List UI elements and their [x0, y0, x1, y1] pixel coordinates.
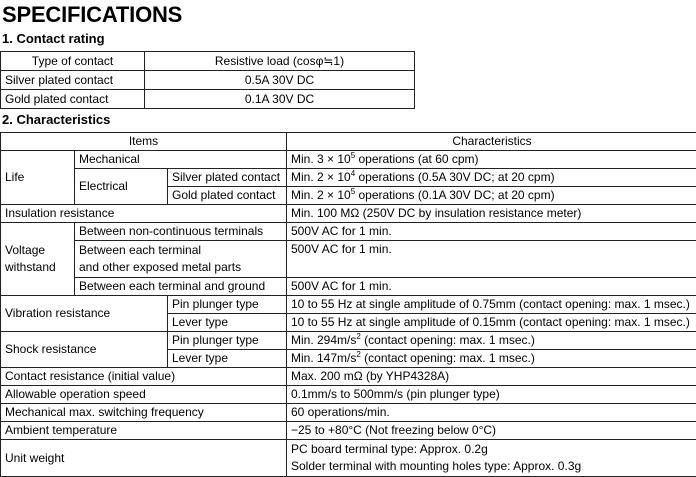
table-row	[1, 241, 696, 278]
value-vibration-lever: 10 to 55 Hz at single amplitude of 0.15mm (contact opening: max. 1 msec.)	[287, 314, 696, 332]
table-row	[1, 169, 696, 187]
table-header-row	[1, 52, 415, 71]
section-heading-characteristics: 2. Characteristics	[2, 112, 110, 127]
label-gold-plated-contact: Gold plated contact	[168, 187, 287, 205]
cell-contact-type: Gold plated contact	[1, 90, 145, 109]
label-terminal-ground: Between each terminal and ground	[75, 278, 287, 296]
value-insulation-resistance: Min. 100 MΩ (250V DC by insulation resistance meter)	[287, 205, 696, 223]
table-row	[1, 386, 696, 404]
table-header-row	[1, 133, 696, 151]
label-mechanical: Mechanical	[75, 151, 287, 169]
label-vibration-lever: Lever type	[168, 314, 287, 332]
label-vibration-resistance: Vibration resistance	[1, 296, 168, 332]
table-row	[1, 223, 696, 241]
label-switching-frequency: Mechanical max. switching frequency	[1, 404, 287, 422]
label-ambient-temperature: Ambient temperature	[1, 422, 287, 440]
label-insulation-resistance: Insulation resistance	[1, 205, 287, 223]
header-items: Items	[1, 133, 287, 151]
label-terminal-metal-parts: Between each terminal and other exposed metal parts	[75, 241, 287, 278]
label-life: Life	[1, 151, 75, 205]
label-electrical: Electrical	[75, 169, 168, 205]
label-voltage-withstand: Voltage withstand	[1, 223, 75, 296]
value-gold-electrical-life: Min. $2 \times 10^5$ operations (0.1A 30V DC; at 20 cpm)	[287, 187, 696, 205]
cell-rating: 0.5A 30V DC	[145, 71, 415, 90]
table-row	[1, 404, 696, 422]
value-mechanical-life: Min. $3 \times 10^5$ operations (at 60 cpm)	[287, 151, 696, 169]
value-shock-pin-plunger: Min. $294m/s^2$ (contact opening: max. 1 msec.)	[287, 332, 696, 350]
value-switching-frequency: 60 operations/min.	[287, 404, 696, 422]
value-contact-resistance: Max. 200 mΩ (by YHP4328A)	[287, 368, 696, 386]
value-shock-lever: Min. $147m/s^2$ (contact opening: max. 1 msec.)	[287, 350, 696, 368]
label-shock-resistance: Shock resistance	[1, 332, 168, 368]
table-row	[1, 151, 696, 169]
characteristics-table	[0, 132, 696, 477]
label-shock-lever: Lever type	[168, 350, 287, 368]
label-vibration-pin-plunger: Pin plunger type	[168, 296, 287, 314]
label-shock-pin-plunger: Pin plunger type	[168, 332, 287, 350]
cell-rating: 0.1A 30V DC	[145, 90, 415, 109]
value-non-continuous-terminals: 500V AC for 1 min.	[287, 223, 696, 241]
table-row	[1, 332, 696, 350]
table-row	[1, 71, 415, 90]
section-heading-contact-rating: 1. Contact rating	[2, 31, 105, 46]
value-unit-weight: PC board terminal type: Approx. 0.2g Solder terminal with mounting holes type: Approx. 0.3g	[287, 440, 696, 477]
value-operation-speed: 0.1mm/s to 500mm/s (pin plunger type)	[287, 386, 696, 404]
value-terminal-metal-parts: 500V AC for 1 min.	[287, 241, 696, 278]
label-operation-speed: Allowable operation speed	[1, 386, 287, 404]
contact-rating-table	[0, 51, 415, 109]
table-row	[1, 296, 696, 314]
label-silver-plated-contact: Silver plated contact	[168, 169, 287, 187]
value-terminal-ground: 500V AC for 1 min.	[287, 278, 696, 296]
table-row	[1, 440, 696, 477]
header-characteristics: Characteristics	[287, 133, 696, 151]
label-non-continuous-terminals: Between non-continuous terminals	[75, 223, 287, 241]
page-title: SPECIFICATIONS	[2, 2, 182, 28]
header-type-of-contact: Type of contact	[1, 52, 145, 71]
cell-contact-type: Silver plated contact	[1, 71, 145, 90]
table-row	[1, 368, 696, 386]
table-row	[1, 205, 696, 223]
value-ambient-temperature: −25 to +80°C (Not freezing below 0°C)	[287, 422, 696, 440]
label-unit-weight: Unit weight	[1, 440, 287, 477]
header-resistive-load: Resistive load (cosφ≒1)	[145, 52, 415, 71]
table-row	[1, 90, 415, 109]
label-contact-resistance: Contact resistance (initial value)	[1, 368, 287, 386]
table-row	[1, 422, 696, 440]
table-row	[1, 278, 696, 296]
value-vibration-pin-plunger: 10 to 55 Hz at single amplitude of 0.75mm (contact opening: max. 1 msec.)	[287, 296, 696, 314]
value-silver-electrical-life: Min. $2 \times 10^4$ operations (0.5A 30V DC; at 20 cpm)	[287, 169, 696, 187]
